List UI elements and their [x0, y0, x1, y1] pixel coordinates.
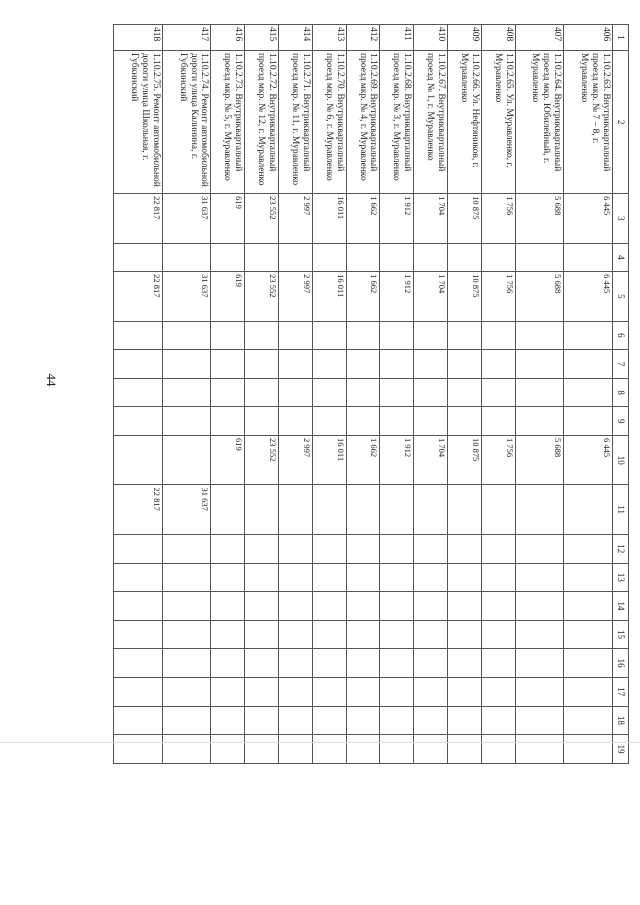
empty-cell	[515, 378, 564, 407]
empty-cell	[279, 649, 313, 678]
value-cell: 10 875	[448, 194, 482, 243]
empty-cell	[564, 407, 613, 436]
value-cell: 10 875	[448, 272, 482, 321]
empty-cell	[211, 620, 245, 649]
empty-cell	[312, 563, 346, 592]
column-header: 1	[613, 25, 629, 51]
empty-cell	[211, 563, 245, 592]
empty-cell	[346, 378, 380, 407]
empty-cell	[515, 563, 564, 592]
empty-cell	[312, 649, 346, 678]
empty-cell	[114, 534, 163, 563]
empty-cell	[211, 407, 245, 436]
empty-cell	[162, 649, 211, 678]
column-header: 4	[613, 243, 629, 272]
table-row	[481, 25, 515, 764]
empty-cell	[279, 243, 313, 272]
row-number: 416	[211, 25, 245, 51]
value-cell: 2 997	[279, 194, 313, 243]
column-header: 5	[613, 272, 629, 321]
empty-cell	[564, 592, 613, 621]
item-name: 1.10.2.73. Внутрикварталный проезд мкр. № 5, г. Муравленко	[211, 51, 245, 194]
column-header: 2	[613, 51, 629, 194]
value-cell	[162, 436, 211, 485]
empty-cell	[245, 243, 279, 272]
row-number: 410	[414, 25, 448, 51]
empty-cell	[448, 243, 482, 272]
empty-cell	[279, 407, 313, 436]
empty-cell	[448, 321, 482, 350]
value-cell	[312, 485, 346, 534]
empty-cell	[346, 677, 380, 706]
empty-cell	[312, 243, 346, 272]
item-name: 1.10.2.68. Внутрикварталный проезд мкр. № 3, г. Муравленко	[380, 51, 414, 194]
empty-cell	[312, 378, 346, 407]
row-number: 415	[245, 25, 279, 51]
empty-cell	[114, 350, 163, 379]
empty-cell	[481, 378, 515, 407]
empty-cell	[414, 563, 448, 592]
empty-cell	[162, 378, 211, 407]
empty-cell	[380, 243, 414, 272]
value-cell: 16 011	[312, 272, 346, 321]
empty-cell	[380, 592, 414, 621]
empty-cell	[448, 677, 482, 706]
empty-cell	[481, 706, 515, 735]
table-row	[414, 25, 448, 764]
empty-cell	[162, 563, 211, 592]
column-header: 15	[613, 620, 629, 649]
value-cell: 31 637	[162, 194, 211, 243]
empty-cell	[481, 350, 515, 379]
value-cell: 2 997	[279, 272, 313, 321]
empty-cell	[346, 620, 380, 649]
empty-cell	[279, 350, 313, 379]
empty-cell	[414, 735, 448, 764]
empty-cell	[279, 592, 313, 621]
empty-cell	[211, 706, 245, 735]
empty-cell	[114, 563, 163, 592]
empty-cell	[346, 735, 380, 764]
empty-cell	[564, 677, 613, 706]
value-cell: 6 445	[564, 194, 613, 243]
value-cell: 1 704	[414, 272, 448, 321]
row-number: 417	[162, 25, 211, 51]
value-cell: 1 756	[481, 436, 515, 485]
value-cell: 1 662	[346, 436, 380, 485]
value-cell	[114, 436, 163, 485]
empty-cell	[245, 677, 279, 706]
empty-cell	[380, 321, 414, 350]
value-cell	[211, 485, 245, 534]
value-cell: 5 688	[515, 272, 564, 321]
empty-cell	[414, 706, 448, 735]
empty-cell	[380, 620, 414, 649]
empty-cell	[481, 649, 515, 678]
value-cell: 1 756	[481, 194, 515, 243]
rotated-table-container	[113, 24, 629, 764]
empty-cell	[380, 563, 414, 592]
empty-cell	[162, 534, 211, 563]
table-row	[162, 25, 211, 764]
item-name: 1.10.2.69. Внутрикварталный проезд мкр. № 4, г. Муравленко	[346, 51, 380, 194]
empty-cell	[279, 735, 313, 764]
empty-cell	[162, 706, 211, 735]
value-cell: 10 875	[448, 436, 482, 485]
table-row	[448, 25, 482, 764]
empty-cell	[279, 563, 313, 592]
empty-cell	[245, 620, 279, 649]
header-row	[613, 25, 629, 764]
value-cell: 23 552	[245, 272, 279, 321]
table-row	[346, 25, 380, 764]
empty-cell	[245, 706, 279, 735]
column-header: 10	[613, 436, 629, 485]
item-name: 1.10.2.74. Ремонт автомобильной дороги улица Калинина, г. Губкинский	[162, 51, 211, 194]
empty-cell	[414, 243, 448, 272]
empty-cell	[211, 735, 245, 764]
value-cell: 23 552	[245, 194, 279, 243]
row-number: 409	[448, 25, 482, 51]
empty-cell	[515, 350, 564, 379]
empty-cell	[448, 407, 482, 436]
empty-cell	[414, 407, 448, 436]
empty-cell	[346, 563, 380, 592]
table-row	[312, 25, 346, 764]
empty-cell	[162, 677, 211, 706]
value-cell	[380, 485, 414, 534]
item-name: 1.10.2.64. Внутрикварталный проезд мкр. Юбилейный, г. Муравленко	[515, 51, 564, 194]
empty-cell	[312, 321, 346, 350]
value-cell	[279, 485, 313, 534]
empty-cell	[515, 649, 564, 678]
column-header: 17	[613, 677, 629, 706]
column-header: 9	[613, 407, 629, 436]
empty-cell	[114, 649, 163, 678]
empty-cell	[211, 677, 245, 706]
value-cell: 1 756	[481, 272, 515, 321]
empty-cell	[245, 407, 279, 436]
empty-cell	[211, 378, 245, 407]
empty-cell	[515, 592, 564, 621]
value-cell: 1 662	[346, 194, 380, 243]
item-name: 1.10.2.66. Ул. Нефтяников, г. Муравленко	[448, 51, 482, 194]
empty-cell	[211, 649, 245, 678]
empty-cell	[564, 350, 613, 379]
empty-cell	[114, 243, 163, 272]
empty-cell	[346, 592, 380, 621]
empty-cell	[114, 321, 163, 350]
empty-cell	[312, 407, 346, 436]
empty-cell	[114, 407, 163, 436]
scan-edge-line	[0, 742, 640, 743]
empty-cell	[481, 735, 515, 764]
empty-cell	[346, 321, 380, 350]
empty-cell	[515, 407, 564, 436]
budget-table	[113, 24, 629, 764]
column-header: 19	[613, 735, 629, 764]
empty-cell	[346, 534, 380, 563]
value-cell: 1 704	[414, 436, 448, 485]
value-cell: 1 662	[346, 272, 380, 321]
empty-cell	[312, 534, 346, 563]
empty-cell	[564, 243, 613, 272]
empty-cell	[448, 563, 482, 592]
empty-cell	[564, 620, 613, 649]
empty-cell	[245, 649, 279, 678]
empty-cell	[564, 706, 613, 735]
empty-cell	[312, 677, 346, 706]
item-name: 1.10.2.71. Внутрикварталный проезд мкр. № 11, г. Муравленко	[279, 51, 313, 194]
value-cell: 6 445	[564, 272, 613, 321]
row-number: 412	[346, 25, 380, 51]
empty-cell	[162, 620, 211, 649]
empty-cell	[564, 563, 613, 592]
value-cell: 619	[211, 194, 245, 243]
empty-cell	[380, 534, 414, 563]
value-cell	[515, 485, 564, 534]
column-header: 18	[613, 706, 629, 735]
empty-cell	[346, 706, 380, 735]
value-cell: 1 912	[380, 272, 414, 321]
column-header: 14	[613, 592, 629, 621]
empty-cell	[245, 378, 279, 407]
value-cell: 22 817	[114, 272, 163, 321]
table-row	[211, 25, 245, 764]
empty-cell	[414, 350, 448, 379]
value-cell: 2 997	[279, 436, 313, 485]
column-header: 7	[613, 350, 629, 379]
empty-cell	[162, 407, 211, 436]
empty-cell	[414, 321, 448, 350]
empty-cell	[312, 620, 346, 649]
empty-cell	[414, 592, 448, 621]
empty-cell	[481, 563, 515, 592]
empty-cell	[515, 534, 564, 563]
empty-cell	[481, 243, 515, 272]
empty-cell	[114, 677, 163, 706]
value-cell	[346, 485, 380, 534]
empty-cell	[245, 735, 279, 764]
empty-cell	[448, 378, 482, 407]
empty-cell	[114, 378, 163, 407]
item-name: 1.10.2.63. Внутрикварталный проезд мкр. № 7 – 8, г. Муравленко	[564, 51, 613, 194]
empty-cell	[448, 592, 482, 621]
value-cell	[448, 485, 482, 534]
empty-cell	[515, 620, 564, 649]
empty-cell	[564, 735, 613, 764]
column-header: 8	[613, 378, 629, 407]
empty-cell	[312, 706, 346, 735]
empty-cell	[245, 321, 279, 350]
item-name: 1.10.2.72. Внутрикварталный проезд мкр. № 12, г. Муравленко	[245, 51, 279, 194]
page-number: 44	[44, 373, 59, 387]
value-cell: 1 912	[380, 436, 414, 485]
empty-cell	[380, 350, 414, 379]
empty-cell	[481, 534, 515, 563]
empty-cell	[245, 563, 279, 592]
empty-cell	[481, 677, 515, 706]
value-cell: 23 552	[245, 436, 279, 485]
empty-cell	[162, 321, 211, 350]
empty-cell	[414, 378, 448, 407]
empty-cell	[380, 649, 414, 678]
empty-cell	[481, 321, 515, 350]
empty-cell	[515, 735, 564, 764]
table-row	[279, 25, 313, 764]
item-name: 1.10.2.75. Ремонт автомобильной дороги улица Школьная, г. Губкинский	[114, 51, 163, 194]
empty-cell	[564, 321, 613, 350]
value-cell: 6 445	[564, 436, 613, 485]
column-header: 16	[613, 649, 629, 678]
empty-cell	[211, 350, 245, 379]
empty-cell	[481, 407, 515, 436]
empty-cell	[279, 677, 313, 706]
empty-cell	[380, 378, 414, 407]
empty-cell	[414, 677, 448, 706]
empty-cell	[515, 321, 564, 350]
empty-cell	[279, 620, 313, 649]
value-cell: 31 637	[162, 272, 211, 321]
empty-cell	[564, 649, 613, 678]
column-header: 12	[613, 534, 629, 563]
empty-cell	[162, 350, 211, 379]
empty-cell	[279, 534, 313, 563]
empty-cell	[346, 649, 380, 678]
empty-cell	[346, 407, 380, 436]
row-number: 408	[481, 25, 515, 51]
empty-cell	[162, 243, 211, 272]
column-header: 3	[613, 194, 629, 243]
value-cell: 1 912	[380, 194, 414, 243]
value-cell: 22 817	[114, 194, 163, 243]
column-header: 13	[613, 563, 629, 592]
item-name: 1.10.2.67. Внутрикварталный проезд № 1, г. Муравленко	[414, 51, 448, 194]
table-row	[380, 25, 414, 764]
empty-cell	[211, 592, 245, 621]
empty-cell	[245, 534, 279, 563]
empty-cell	[515, 677, 564, 706]
value-cell	[481, 485, 515, 534]
row-number: 413	[312, 25, 346, 51]
empty-cell	[448, 735, 482, 764]
item-name: 1.10.2.65. Ул. Муравленко, г. Муравленко	[481, 51, 515, 194]
table-row	[114, 25, 163, 764]
value-cell: 1 704	[414, 194, 448, 243]
empty-cell	[448, 649, 482, 678]
row-number: 414	[279, 25, 313, 51]
value-cell: 16 011	[312, 194, 346, 243]
value-cell	[414, 485, 448, 534]
empty-cell	[211, 321, 245, 350]
empty-cell	[448, 350, 482, 379]
row-number: 407	[515, 25, 564, 51]
empty-cell	[515, 243, 564, 272]
value-cell: 5 688	[515, 194, 564, 243]
table-row	[515, 25, 564, 764]
value-cell: 16 011	[312, 436, 346, 485]
empty-cell	[564, 534, 613, 563]
value-cell	[564, 485, 613, 534]
table-row	[564, 25, 613, 764]
table-row	[245, 25, 279, 764]
value-cell: 619	[211, 436, 245, 485]
value-cell: 31 637	[162, 485, 211, 534]
empty-cell	[245, 592, 279, 621]
empty-cell	[380, 706, 414, 735]
empty-cell	[414, 534, 448, 563]
row-number: 418	[114, 25, 163, 51]
empty-cell	[162, 735, 211, 764]
empty-cell	[312, 735, 346, 764]
empty-cell	[515, 706, 564, 735]
empty-cell	[312, 592, 346, 621]
empty-cell	[481, 620, 515, 649]
column-header: 6	[613, 321, 629, 350]
empty-cell	[211, 534, 245, 563]
value-cell	[245, 485, 279, 534]
empty-cell	[346, 350, 380, 379]
empty-cell	[114, 592, 163, 621]
empty-cell	[211, 243, 245, 272]
empty-cell	[279, 706, 313, 735]
empty-cell	[346, 243, 380, 272]
row-number: 406	[564, 25, 613, 51]
empty-cell	[114, 735, 163, 764]
column-header: 11	[613, 485, 629, 534]
empty-cell	[448, 620, 482, 649]
value-cell: 22 817	[114, 485, 163, 534]
empty-cell	[414, 649, 448, 678]
empty-cell	[448, 534, 482, 563]
empty-cell	[162, 592, 211, 621]
empty-cell	[414, 620, 448, 649]
empty-cell	[481, 592, 515, 621]
empty-cell	[380, 735, 414, 764]
value-cell: 5 688	[515, 436, 564, 485]
empty-cell	[312, 350, 346, 379]
empty-cell	[245, 350, 279, 379]
empty-cell	[279, 378, 313, 407]
row-number: 411	[380, 25, 414, 51]
empty-cell	[114, 706, 163, 735]
value-cell: 619	[211, 272, 245, 321]
empty-cell	[279, 321, 313, 350]
empty-cell	[564, 378, 613, 407]
empty-cell	[448, 706, 482, 735]
empty-cell	[114, 620, 163, 649]
empty-cell	[380, 677, 414, 706]
item-name: 1.10.2.70. Внутрикварталный проезд мкр. № 6, г. Муравленко	[312, 51, 346, 194]
empty-cell	[380, 407, 414, 436]
